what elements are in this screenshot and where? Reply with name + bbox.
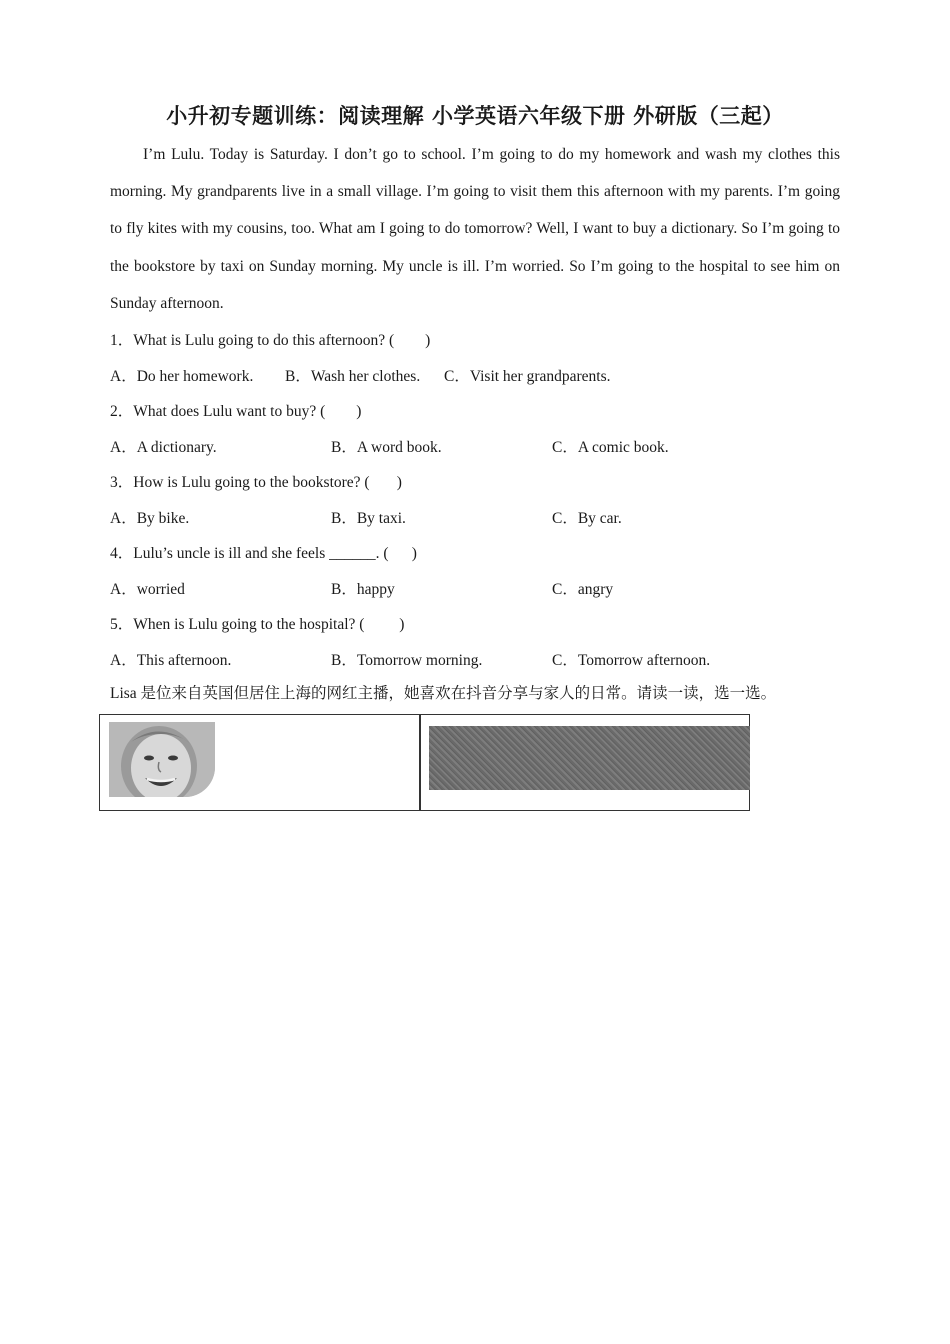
q2-option-c: C．A comic book. — [552, 439, 669, 456]
table-divider — [419, 715, 421, 810]
section-intro: Lisa 是位来自英国但居住上海的网红主播，她喜欢在抖音分享与家人的日常。请读一读，选一选。 — [110, 685, 777, 702]
q3-option-a: A．By bike. — [110, 510, 190, 527]
question-3: 3．How is Lulu going to the bookstore? ( ) — [110, 474, 402, 491]
question-5: 5．When is Lulu going to the hospital? ( ) — [110, 616, 405, 633]
lisa-photo — [109, 722, 215, 797]
q4-option-b: B．happy — [331, 581, 395, 598]
q3-option-c: C．By car. — [552, 510, 622, 527]
q4-option-a: A．worried — [110, 581, 185, 598]
lisa-table — [99, 714, 750, 811]
blurred-image — [429, 726, 750, 790]
question-1: 1．What is Lulu going to do this afternoon? ( ) — [110, 332, 431, 349]
q2-option-b: B．A word book. — [331, 439, 442, 456]
q1-option-a: A．Do her homework. — [110, 368, 254, 385]
girl-face-icon — [109, 722, 215, 797]
q1-option-b: B．Wash her clothes. — [285, 368, 421, 385]
q5-option-c: C．Tomorrow afternoon. — [552, 652, 711, 669]
q1-option-c: C．Visit her grandparents. — [444, 368, 611, 385]
q3-option-b: B．By taxi. — [331, 510, 406, 527]
reading-passage: I’m Lulu. Today is Saturday. I don’t go to school. I’m going to do my homework and wash my clothes this morning. My grandparents live in a small village. I’m going to visit them this afternoon with my parents. I’m going to fly kites with my cousins, too. What am I going to do tomorrow? Well, I want to buy a dictionary. So I’m going to the bookstore by taxi on Sunday morning. My uncle is ill. I’m worried. So I’m going to the hospital to see him on Sunday afternoon. — [110, 146, 840, 312]
question-2: 2．What does Lulu want to buy? ( ) — [110, 403, 362, 420]
q4-option-c: C．angry — [552, 581, 614, 598]
question-4: 4．Lulu’s uncle is ill and she feels ______. ( ) — [110, 545, 417, 562]
q5-option-a: A．This afternoon. — [110, 652, 232, 669]
page-title: 小升初专题训练：阅读理解 小学英语六年级下册 外研版（三起） — [166, 103, 784, 128]
q2-option-a: A．A dictionary. — [110, 439, 217, 456]
q5-option-b: B．Tomorrow morning. — [331, 652, 483, 669]
